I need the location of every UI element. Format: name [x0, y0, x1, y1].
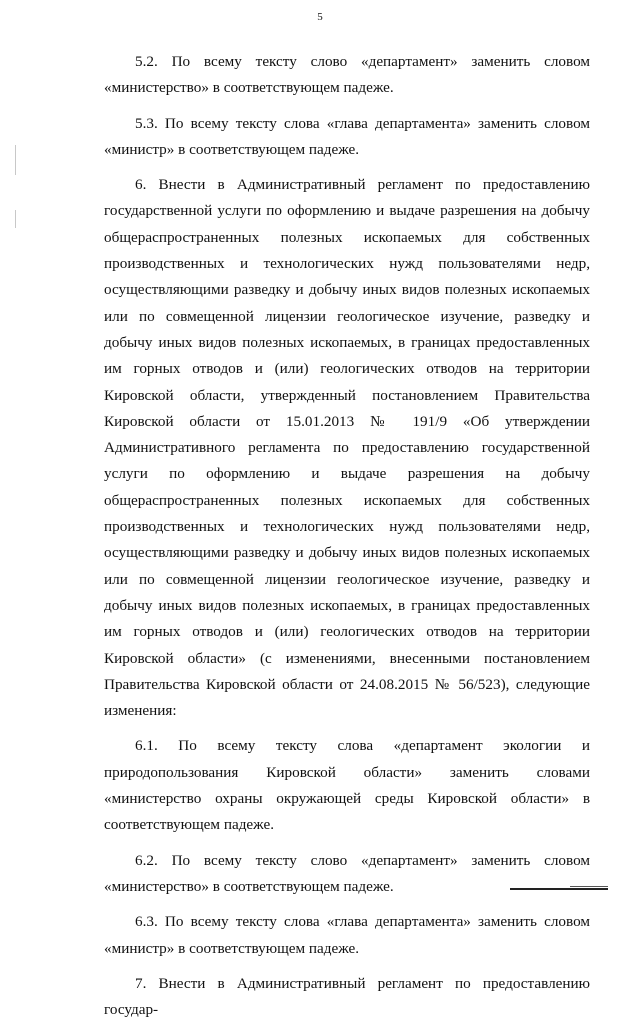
document-body [104, 49, 590, 1023]
paragraph-6-2: 6.2. По всему тексту слово «департамент» заменить словом «министерство» в соответствующем падеже. [104, 851, 590, 895]
paragraph-5-3: 5.3. По всему тексту слова «глава департамента» заменить словом «министр» в соответствующем падеже. [104, 114, 590, 158]
scan-artifact-mark [15, 210, 16, 228]
footer-rule [510, 888, 608, 890]
page-number: 5 [317, 11, 323, 23]
scan-artifact-mark [15, 145, 16, 175]
paragraph-6: 6. Внести в Административный регламент по предоставлению государственной услуги по оформлению и выдаче разрешения на добычу общераспространенных полезных ископаемых для собственных производственных и технологических нужд пользователями недр, осуществляющими разведку и добычу иных видов полезных ископаемых или по совмещенной лицензии геологическое изучение, разведку и добычу иных видов полезных ископаемых, в границах предоставленных им горных отводов и (или) геологических отводов на территории Кировской области, утвержденный постановлением Правительства Кировской области от 15.01.2013 № 191/9 «Об утверждении Административного регламента по предоставлению государственной услуги по оформлению и выдаче разрешения на добычу общераспространенных полезных ископаемых для собственных производственных и технологических нужд пользователями недр, осуществляющими разведку и добычу иных видов полезных ископаемых или по совмещенной лицензии геологическое изучение, разведку и добычу иных видов полезных ископаемых, в границах предоставленных им горных отводов и (или) геологических отводов на территории Кировской области» (с изменениями, внесенными постановлением Правительства Кировской области от 24.08.2015 № 56/523), следующие изменения: [104, 176, 590, 720]
paragraph-6-3: 6.3. По всему тексту слова «глава департамента» заменить словом «министр» в соответствующем падеже. [104, 913, 590, 957]
paragraph-7: 7. Внести в Административный регламент по предоставлению государ- [104, 974, 590, 1019]
paragraph-5-2: 5.2. По всему тексту слово «департамент» заменить словом «министерство» в соответствующем падеже. [104, 53, 590, 97]
paragraph-6-1: 6.1. По всему тексту слова «департамент экологии и природопользования Кировской области» заменить словами «министерство охраны окружающей среды Кировской области» в соответствующем падеже. [104, 737, 590, 834]
